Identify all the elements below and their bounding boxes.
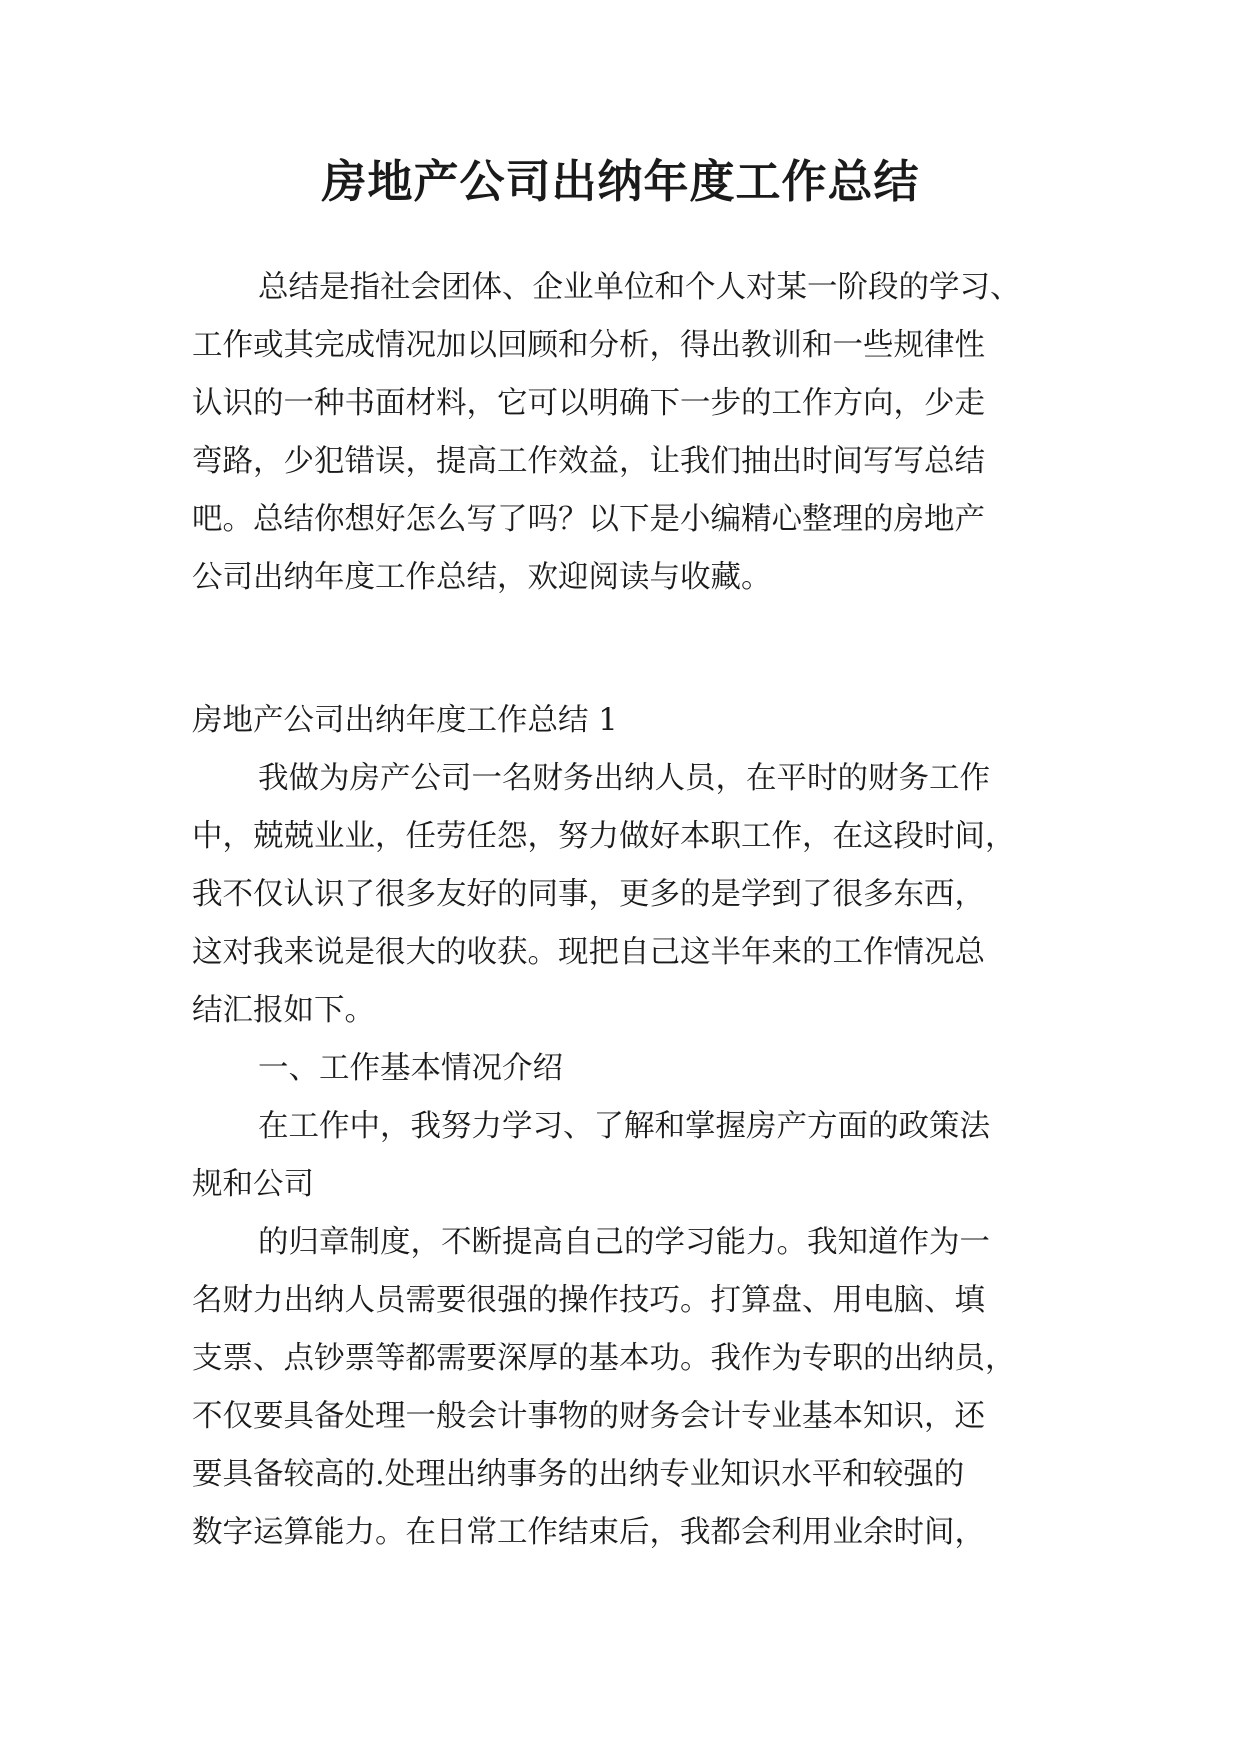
paragraph-line: 名财力出纳人员需要很强的操作技巧。打算盘、用电脑、填 xyxy=(192,1283,985,1318)
intro-line: 工作或其完成情况加以回顾和分析，得出教训和一些规律性 xyxy=(192,328,985,363)
paragraph-line: 我做为房产公司一名财务出纳人员，在平时的财务工作 xyxy=(258,761,990,796)
paragraph-line: 支票、点钞票等都需要深厚的基本功。我作为专职的出纳员， xyxy=(192,1341,1016,1376)
intro-paragraph xyxy=(192,259,1062,607)
paragraph-line: 这对我来说是很大的收获。现把自己这半年来的工作情况总 xyxy=(192,935,985,970)
paragraph-line: 规和公司 xyxy=(192,1167,314,1202)
paragraph-line: 数字运算能力。在日常工作结束后，我都会利用业余时间， xyxy=(192,1515,985,1550)
paragraph-line: 结汇报如下。 xyxy=(192,993,375,1028)
document-title: 房地产公司出纳年度工作总结 xyxy=(321,155,920,208)
subheading: 一、工作基本情况介绍 xyxy=(258,1051,563,1086)
paragraph-line: 中，兢兢业业，任劳任怨，努力做好本职工作，在这段时间， xyxy=(192,819,1016,854)
paragraph-line: 我不仅认识了很多友好的同事，更多的是学到了很多东西， xyxy=(192,877,985,912)
intro-line: 弯路，少犯错误，提高工作效益，让我们抽出时间写写总结 xyxy=(192,444,985,479)
paragraph-line: 在工作中，我努力学习、了解和掌握房产方面的政策法 xyxy=(258,1109,990,1144)
paragraph-line: 要具备较高的.处理出纳事务的出纳专业知识水平和较强的 xyxy=(192,1457,965,1492)
intro-line: 公司出纳年度工作总结，欢迎阅读与收藏。 xyxy=(192,560,772,595)
paragraph-line: 不仅要具备处理一般会计事物的财务会计专业基本知识，还 xyxy=(192,1399,985,1434)
section-heading: 房地产公司出纳年度工作总结 1 xyxy=(192,703,618,738)
intro-line: 总结是指社会团体、企业单位和个人对某一阶段的学习、 xyxy=(258,270,1021,305)
intro-line: 认识的一种书面材料，它可以明确下一步的工作方向，少走 xyxy=(192,386,985,421)
intro-line: 吧。总结你想好怎么写了吗？以下是小编精心整理的房地产 xyxy=(192,502,985,537)
article-body xyxy=(192,692,1062,1562)
paragraph-line: 的归章制度，不断提高自己的学习能力。我知道作为一 xyxy=(258,1225,990,1260)
